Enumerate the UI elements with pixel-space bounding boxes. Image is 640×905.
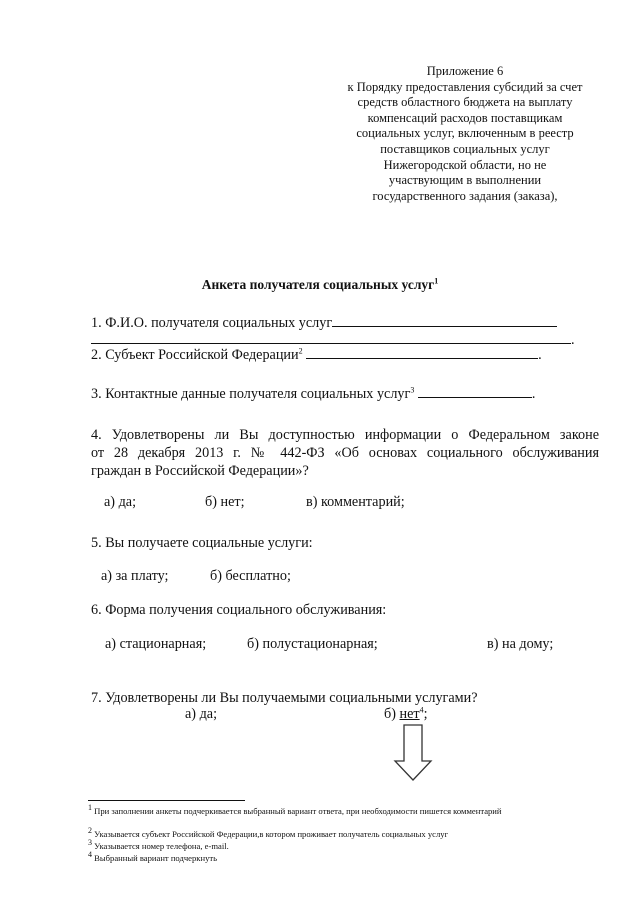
question-1 xyxy=(91,314,557,332)
q5-option-free[interactable]: б) бесплатно; xyxy=(210,568,291,584)
question-2 xyxy=(91,346,542,364)
q7-option-no[interactable] xyxy=(384,706,428,723)
appendix-line: социальных услуг, включенным в реестр xyxy=(356,126,574,141)
option-suffix: ; xyxy=(423,706,428,722)
appendix-line: Нижегородской области, но не xyxy=(383,157,547,172)
period: . xyxy=(571,332,575,348)
appendix-line: участвующим в выполнении xyxy=(388,173,542,188)
question-4 xyxy=(91,426,599,480)
footnote-3 xyxy=(88,838,229,852)
question-4-line: граждан в Российской Федерации»? xyxy=(91,463,309,479)
appendix-header xyxy=(330,64,600,204)
footnote-number: 4 xyxy=(88,850,92,860)
question-1-label: 1. Ф.И.О. получателя социальных услуг xyxy=(91,315,333,331)
footnote-4 xyxy=(88,850,218,864)
footnote-divider xyxy=(88,800,245,801)
footnote-number: 1 xyxy=(88,803,92,813)
region-field[interactable] xyxy=(306,346,538,359)
question-3 xyxy=(91,385,535,403)
form-title-text: Анкета получателя социальных услуг xyxy=(201,277,435,292)
arrow-down-icon xyxy=(393,724,433,782)
footnote-text: При заполнении анкеты подчеркивается выбранный вариант ответа, при необходимости пишется комментарий xyxy=(94,806,502,816)
appendix-line: поставщиков социальных услуг xyxy=(380,141,550,156)
contact-field[interactable] xyxy=(418,385,532,398)
q6-option-inpatient[interactable]: а) стационарная; xyxy=(105,636,207,652)
q6-option-semi-inpatient[interactable]: б) полустационарная; xyxy=(247,636,378,652)
footnote-2 xyxy=(88,826,449,840)
footnote-ref: 2 xyxy=(298,346,303,356)
fio-field-line2[interactable] xyxy=(91,331,571,344)
form-title xyxy=(0,277,640,293)
option-no-underlined: нет xyxy=(399,706,420,722)
question-3-label: 3. Контактные данные получателя социальных услуг xyxy=(91,386,411,402)
appendix-line: государственного задания (заказа), xyxy=(372,188,558,203)
appendix-line: к Порядку предоставления субсидий за счет xyxy=(347,79,583,94)
question-4-line: от 28 декабря 2013 г. № 442-ФЗ «Об основах социального обслуживания xyxy=(91,445,599,461)
footnote-1 xyxy=(88,803,568,817)
period: . xyxy=(538,347,542,363)
appendix-line: компенсаций расходов поставщикам xyxy=(367,110,563,125)
footnote-text: Указывается номер телефона, e-mail. xyxy=(94,841,229,851)
appendix-line: Приложение 6 xyxy=(426,64,504,78)
period: . xyxy=(531,386,536,402)
question-2-label: 2. Субъект Российской Федерации xyxy=(91,347,299,363)
q4-option-comment[interactable]: в) комментарий; xyxy=(306,494,405,510)
question-6-label: 6. Форма получения социального обслуживания: xyxy=(91,602,387,618)
q4-option-no[interactable]: б) нет; xyxy=(205,494,245,510)
footnote-ref: 4 xyxy=(419,705,424,715)
footnote-number: 2 xyxy=(88,826,92,836)
fio-field[interactable] xyxy=(332,314,557,327)
question-5-label: 5. Вы получаете социальные услуги: xyxy=(91,535,313,551)
footnote-text: Выбранный вариант подчеркнуть xyxy=(94,853,218,863)
appendix-line: средств областного бюджета на выплату xyxy=(357,95,573,110)
option-prefix: б) xyxy=(384,706,400,722)
q6-option-home[interactable]: в) на дому; xyxy=(487,636,554,652)
footnote-text: Указывается субъект Российской Федерации,в котором проживает получатель социальных услуг xyxy=(94,829,449,839)
q4-option-yes[interactable]: а) да; xyxy=(104,494,137,510)
question-7-label: 7. Удовлетворены ли Вы получаемыми социальными услугами? xyxy=(91,690,478,706)
q5-option-paid[interactable]: а) за плату; xyxy=(101,568,169,584)
q7-option-yes[interactable]: а) да; xyxy=(185,706,218,722)
question-4-line: 4. Удовлетворены ли Вы доступностью информации о Федеральном законе xyxy=(91,427,599,443)
footnote-ref: 1 xyxy=(434,276,439,286)
footnote-ref: 3 xyxy=(410,385,415,395)
footnote-number: 3 xyxy=(88,838,92,848)
